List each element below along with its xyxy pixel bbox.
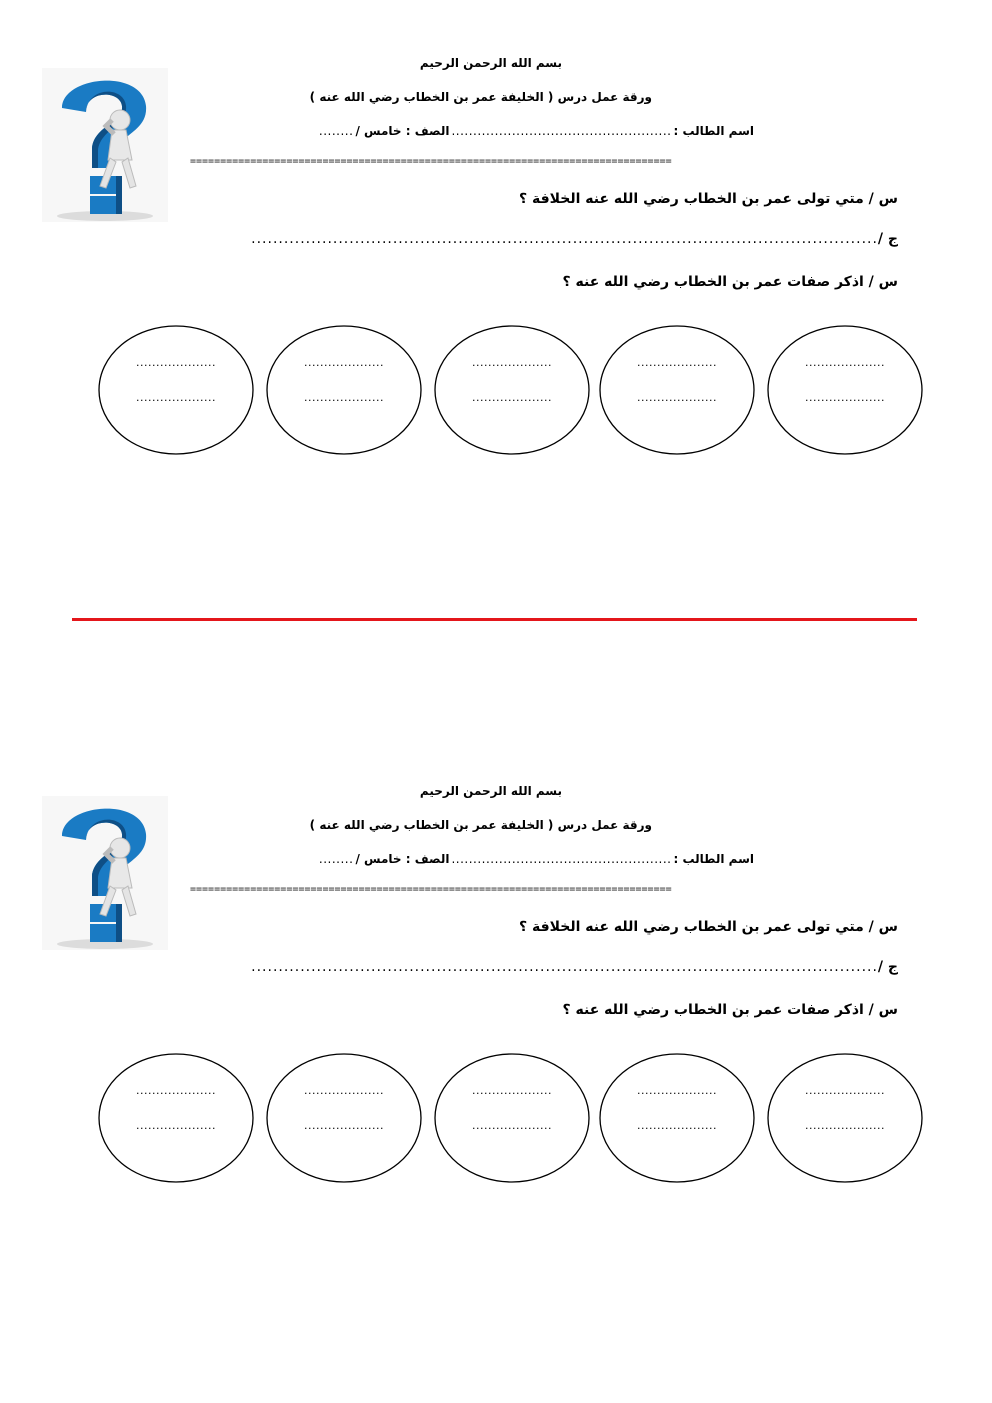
answer-1-blank[interactable]: ................................................................................................................... bbox=[251, 959, 878, 975]
trait-oval[interactable] bbox=[600, 1054, 754, 1182]
basmala: بسم الله الرحمن الرحيم bbox=[419, 784, 562, 798]
grade-blank[interactable]: ........ bbox=[318, 124, 354, 138]
oval-2-line-1: .................... bbox=[304, 1084, 384, 1097]
answer-label: ج / bbox=[877, 231, 898, 247]
trait-oval[interactable] bbox=[768, 326, 922, 454]
oval-4-line-2: .................... bbox=[637, 391, 717, 404]
oval-5-line-2: .................... bbox=[805, 391, 885, 404]
oval-1-line-2: .................... bbox=[136, 1119, 216, 1132]
trait-oval[interactable] bbox=[600, 326, 754, 454]
trait-oval[interactable] bbox=[267, 326, 421, 454]
worksheet-title: ورقة عمل درس ( الخليفة عمر بن الخطاب رضي الله عنه ) bbox=[309, 818, 652, 832]
question-2: س / اذكر صفات عمر بن الخطاب رضي الله عنه ؟ bbox=[562, 1002, 898, 1018]
oval-3-line-1: .................... bbox=[472, 1084, 552, 1097]
grade-label: الصف : خامس / bbox=[355, 124, 450, 138]
oval-1-line-2: .................... bbox=[136, 391, 216, 404]
worksheet-2 bbox=[0, 728, 992, 1228]
worksheet-title: ورقة عمل درس ( الخليفة عمر بن الخطاب رضي الله عنه ) bbox=[309, 90, 652, 104]
student-name-label: اسم الطالب : bbox=[673, 852, 754, 866]
student-name-blank[interactable]: ................................................... bbox=[451, 852, 672, 866]
worksheet-1 bbox=[0, 0, 992, 500]
answer-label: ج / bbox=[877, 959, 898, 975]
grade-blank[interactable]: ........ bbox=[318, 852, 354, 866]
oval-5-line-1: .................... bbox=[805, 356, 885, 369]
oval-5-line-1: .................... bbox=[805, 1084, 885, 1097]
oval-2-line-2: .................... bbox=[304, 391, 384, 404]
separator-line: ================================================================================ bbox=[190, 156, 672, 167]
oval-1-line-1: .................... bbox=[136, 1084, 216, 1097]
cut-divider-line bbox=[72, 618, 917, 621]
trait-oval[interactable] bbox=[99, 326, 253, 454]
trait-oval[interactable] bbox=[435, 326, 589, 454]
question-1: س / متي تولى عمر بن الخطاب رضي الله عنه الخلافة ؟ bbox=[518, 919, 898, 935]
oval-2-line-2: .................... bbox=[304, 1119, 384, 1132]
oval-3-line-2: .................... bbox=[472, 391, 552, 404]
oval-5-line-2: .................... bbox=[805, 1119, 885, 1132]
question-2: س / اذكر صفات عمر بن الخطاب رضي الله عنه ؟ bbox=[562, 274, 898, 290]
trait-oval[interactable] bbox=[99, 1054, 253, 1182]
oval-4-line-1: .................... bbox=[637, 356, 717, 369]
answer-1-blank[interactable]: ................................................................................................................... bbox=[251, 231, 878, 247]
grade-label: الصف : خامس / bbox=[355, 852, 450, 866]
basmala: بسم الله الرحمن الرحيم bbox=[419, 56, 562, 70]
trait-oval[interactable] bbox=[435, 1054, 589, 1182]
traits-ovals bbox=[0, 0, 992, 500]
student-name-blank[interactable]: ................................................... bbox=[451, 124, 672, 138]
oval-1-line-1: .................... bbox=[136, 356, 216, 369]
oval-3-line-2: .................... bbox=[472, 1119, 552, 1132]
oval-4-line-1: .................... bbox=[637, 1084, 717, 1097]
traits-ovals bbox=[0, 728, 992, 1228]
separator-line: ================================================================================ bbox=[190, 884, 672, 895]
question-1: س / متي تولى عمر بن الخطاب رضي الله عنه الخلافة ؟ bbox=[518, 191, 898, 207]
student-name-label: اسم الطالب : bbox=[673, 124, 754, 138]
oval-2-line-1: .................... bbox=[304, 356, 384, 369]
oval-3-line-1: .................... bbox=[472, 356, 552, 369]
oval-4-line-2: .................... bbox=[637, 1119, 717, 1132]
trait-oval[interactable] bbox=[267, 1054, 421, 1182]
trait-oval[interactable] bbox=[768, 1054, 922, 1182]
